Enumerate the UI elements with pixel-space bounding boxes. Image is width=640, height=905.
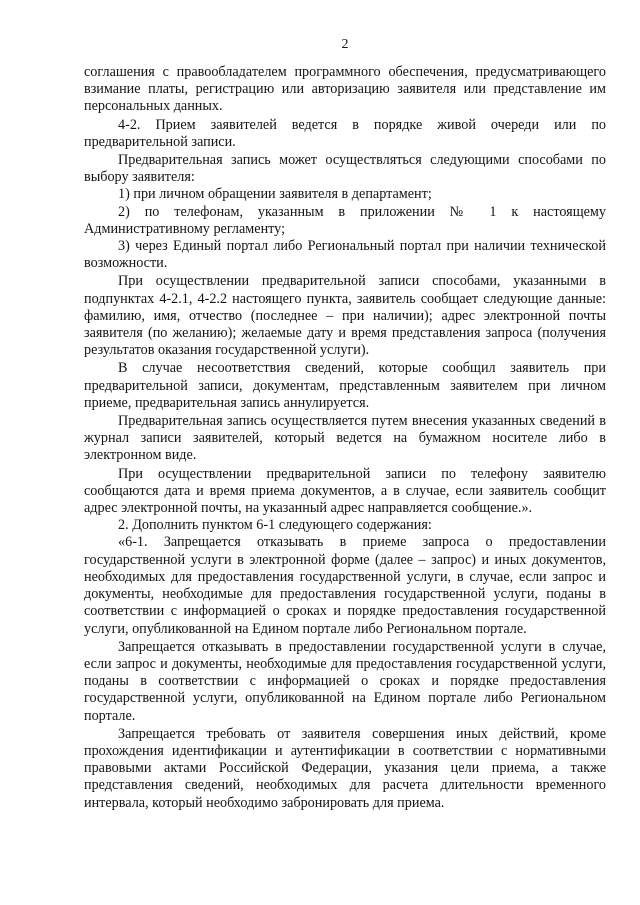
paragraph-11: 2. Дополнить пунктом 6-1 следующего содержания: bbox=[118, 517, 432, 534]
paragraph-9: Предварительная запись осуществляется путем внесения указанных сведений в журнал записи заявителей, который ведется на бумажном носителе либо в электронном виде. bbox=[84, 413, 606, 464]
page-number: 2 bbox=[341, 37, 349, 52]
paragraph-4: 1) при личном обращении заявителя в департамент; bbox=[118, 186, 432, 203]
paragraph-13: Запрещается отказывать в предоставлении государственной услуги в случае, если запрос и документы, необходимые для предоставления государственной услуги, поданы в соответствии с информацией о сроках и порядке предоставления государственной услуги, опубликованной на Едином портале либо Региональном портале. bbox=[84, 638, 606, 724]
paragraph-3: Предварительная запись может осуществляться следующими способами по выбору заявителя: bbox=[84, 152, 606, 186]
paragraph-6: 3) через Единый портал либо Региональный портал при наличии технической возможности. bbox=[84, 238, 606, 272]
paragraph-5: 2) по телефонам, указанным в приложении № 1 к настоящему Административному регламенту; bbox=[84, 203, 606, 237]
paragraph-14: Запрещается требовать от заявителя совершения иных действий, кроме прохождения идентификации и аутентификации в соответствии с нормативными правовыми актами Российской Федерации, указания цели приема, а также представления сведений, необходимых для расчета длительности временного интервала, который необходимо забронировать для приема. bbox=[84, 725, 606, 811]
paragraph-1: соглашения с правообладателем программного обеспечения, предусматривающего взимание платы, регистрацию или авторизацию заявителя или представление им персональных данных. bbox=[84, 64, 606, 115]
paragraph-12: «6-1. Запрещается отказывать в приеме запроса о предоставлении государственной услуги в электронной форме (далее – запрос) и иных документов, необходимых для предоставления государственной услуги, в случае, если запрос и документы, необходимые для предоставления государственной услуги, поданы в соответствии с информацией о сроках и порядке предоставления государственной услуги, опубликованной на Едином портале либо Региональном портале. bbox=[84, 534, 606, 637]
document-body bbox=[84, 64, 606, 812]
paragraph-10: При осуществлении предварительной записи по телефону заявителю сообщаются дата и время приема документов, а в случае, если заявитель сообщит адрес электронной почты, на указанный адрес направляется сообщение.». bbox=[84, 465, 606, 517]
paragraph-8: В случае несоответствия сведений, которые сообщил заявитель при предварительной записи, документам, представленным заявителем при личном приеме, предварительная запись аннулируется. bbox=[84, 360, 606, 411]
paragraph-2: 4-2. Прием заявителей ведется в порядке живой очереди или по предварительной записи. bbox=[84, 116, 606, 150]
paragraph-7: При осуществлении предварительной записи способами, указанными в подпунктах 4-2.1, 4-2.2 настоящего пункта, заявитель сообщает следующие данные: фамилию, имя, отчество (последнее – при наличии); адрес электронной почты заявителя (по желанию); желаемые дату и время представления запроса (получения результатов оказания государственной услуги). bbox=[84, 273, 606, 359]
